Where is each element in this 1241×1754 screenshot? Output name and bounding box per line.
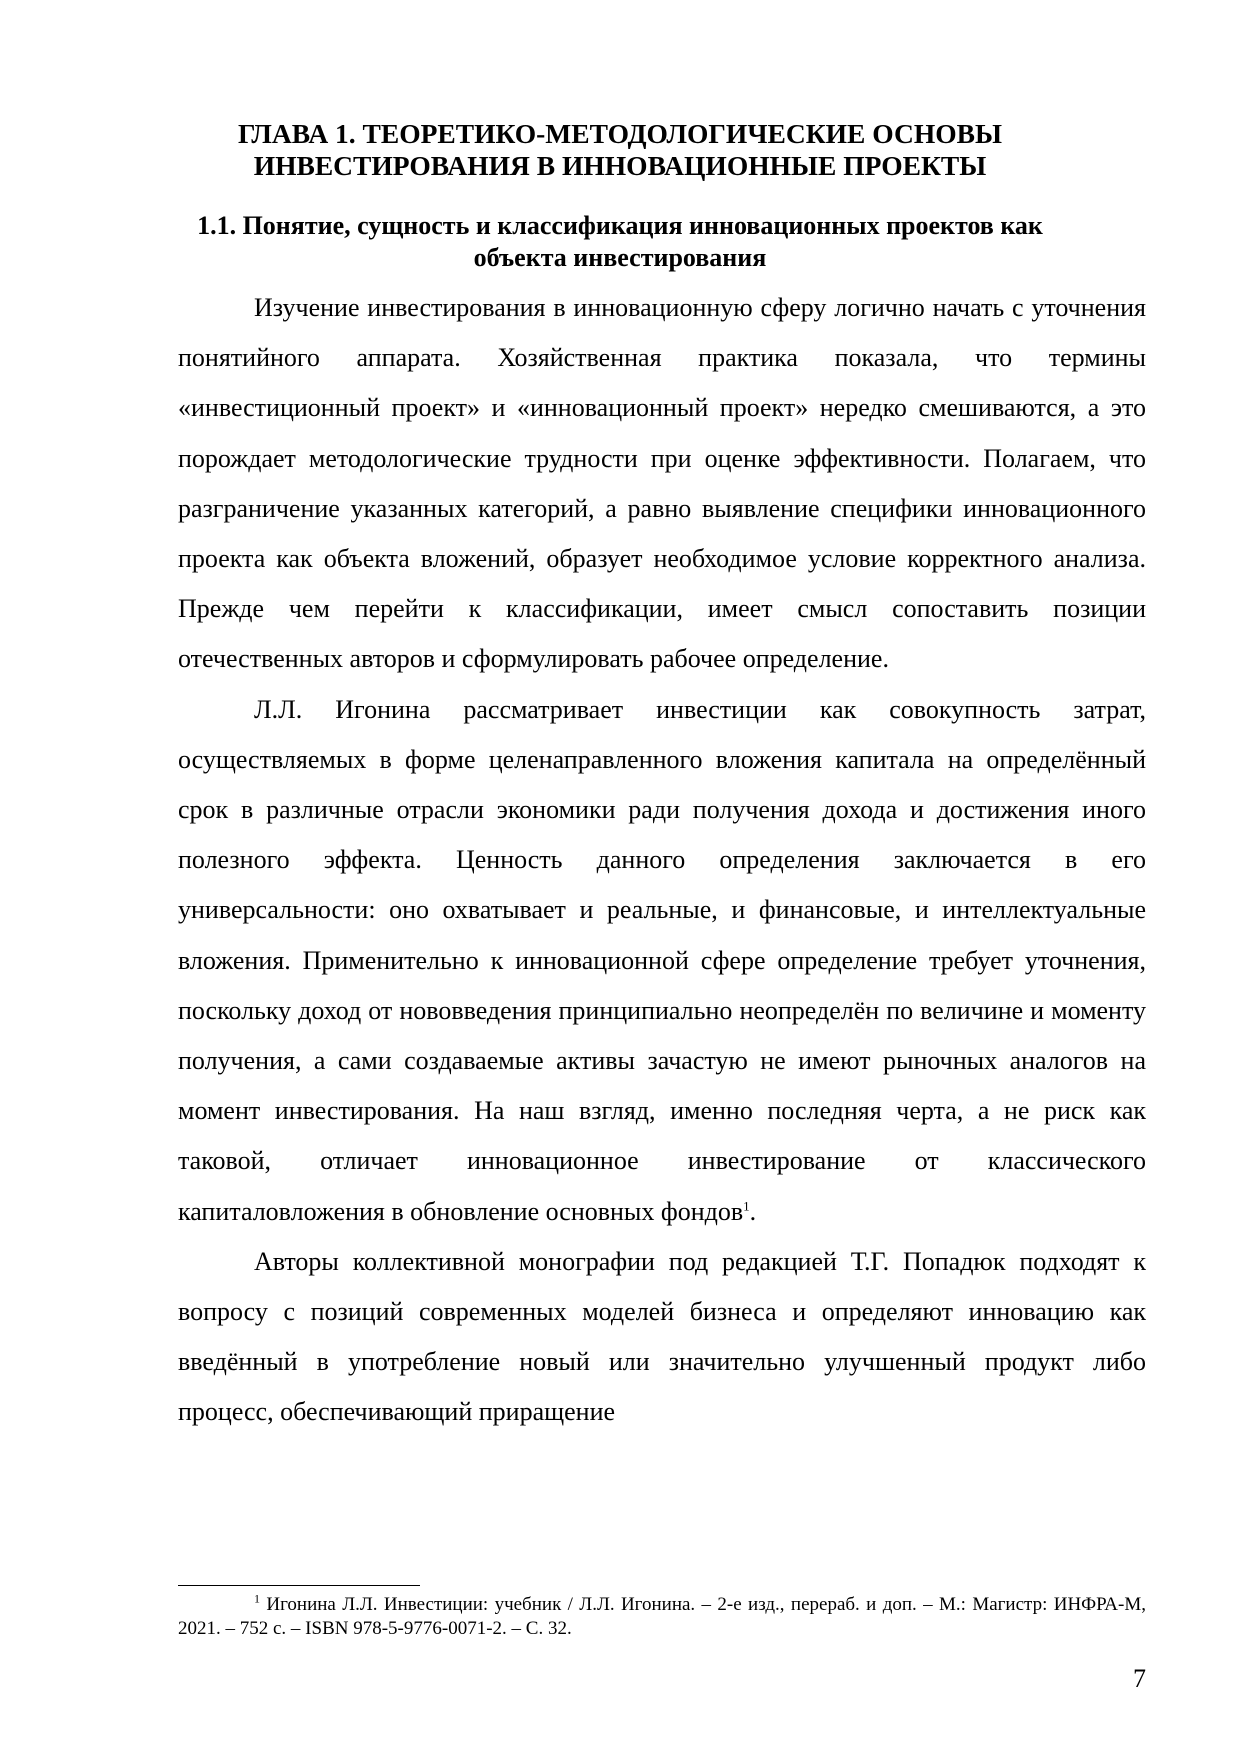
paragraph-2-text: Л.Л. Игонина рассматривает инвестиции как совокупность затрат, осуществляемых в форме целенаправленного вложения капитала на определённый срок в различные отрасли экономики ради получения дохода и достижения иного полезного эффекта. Ценность данного определения заключается в его универсальности: оно охватывает и реальные, и финансовые, и интеллектуальные вложения. Применительно к инновационной сфере определение требует уточнения, поскольку доход от нововведения принципиально неопределён по величине и моменту получения, а сами создаваемые активы зачастую не имеют рыночных аналогов на момент инвестирования. На наш взгляд, именно последняя черта, а не риск как таковой, отличает инновационное инвестирование от классического капиталовложения в обновление основных фондов <box>178 694 1146 1226</box>
footnote-text: Игонина Л.Л. Инвестиции: учебник / Л.Л. Игонина. – 2-е изд., перераб. и доп. – М.: Магистр: ИНФРА-М, 2021. – 752 с. – ISBN 978-5-9776-0071-2. – С. 32. <box>178 1594 1147 1639</box>
chapter-title-line-1: ГЛАВА 1. ТЕОРЕТИКО-МЕТОДОЛОГИЧЕСКИЕ ОСНОВЫ <box>238 118 1002 149</box>
section-title-line-2: объекта инвестирования <box>473 243 767 272</box>
section-title <box>178 210 1062 274</box>
body-text <box>178 283 1146 1438</box>
chapter-title-line-2: ИНВЕСТИРОВАНИЯ В ИННОВАЦИОННЫЕ ПРОЕКТЫ <box>253 150 987 181</box>
page-number: 7 <box>1133 1664 1146 1693</box>
footnote-number: 1 <box>254 1591 260 1606</box>
paragraph-2-end: . <box>749 1196 757 1226</box>
paragraph-2 <box>178 685 1146 1237</box>
chapter-title <box>170 118 1070 182</box>
paragraph-3: Авторы коллективной монографии под редакцией Т.Г. Попадюк подходят к вопросу с позиций современных моделей бизнеса и определяют инновацию как введённый в употребление новый или значительно улучшенный продукт либо процесс, обеспечивающий приращение <box>178 1246 1146 1427</box>
footnote-reference: 1 <box>743 1198 750 1213</box>
section-title-line-1: 1.1. Понятие, сущность и классификация инновационных проектов как <box>197 211 1043 240</box>
paragraph-1: Изучение инвестирования в инновационную сферу логично начать с уточнения понятийного аппарата. Хозяйственная практика показала, что термины «инвестиционный проект» и «инновационный проект» нередко смешиваются, а это порождает методологические трудности при оценке эффективности. Полагаем, что разграничение указанных категорий, а равно выявление специфики инновационного проекта как объекта вложений, образует необходимое условие корректного анализа. Прежде чем перейти к классификации, имеет смысл сопоставить позиции отечественных авторов и сформулировать рабочее определение. <box>178 293 1146 674</box>
footnote <box>178 1593 1146 1641</box>
footnote-separator <box>178 1585 420 1586</box>
